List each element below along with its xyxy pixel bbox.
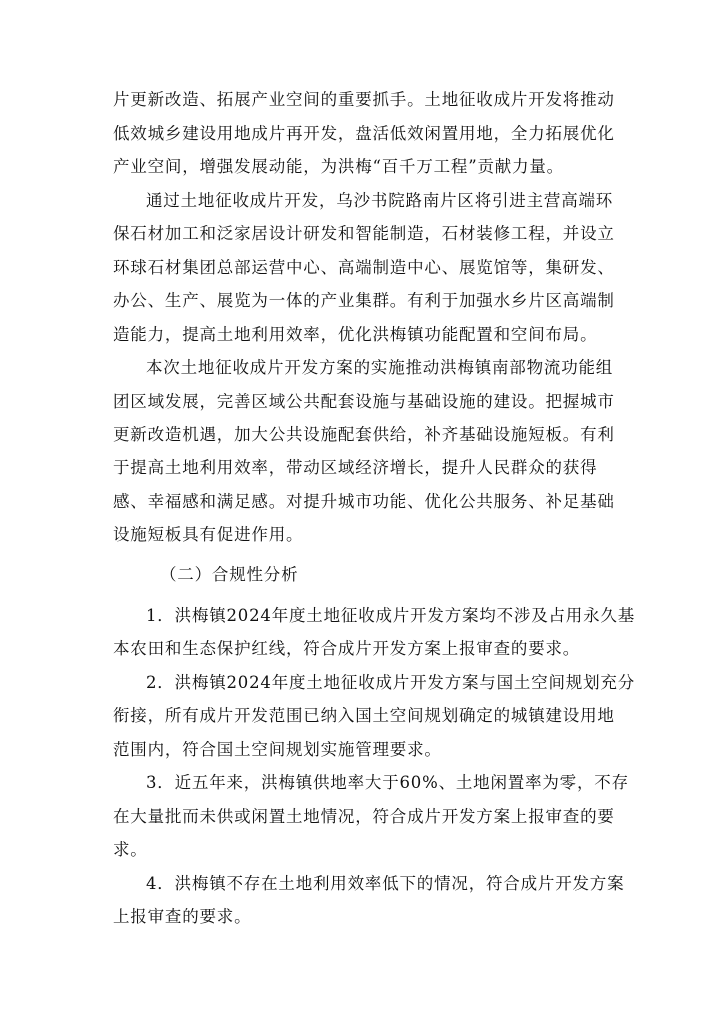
paragraph-line: 于提高土地利用效率，带动区域经济增长，提升人民群众的获得 (113, 458, 598, 477)
item-line: 2．洪梅镇2024年度土地征收成片开发方案与国土空间规划充分 (146, 673, 635, 692)
paragraph-line: 造能力，提高土地利用效率，优化洪梅镇功能配置和空间布局。 (113, 325, 598, 344)
item-line: 3．近五年来，洪梅镇供地率大于60%、土地闲置率为零，不存 (146, 773, 629, 792)
paragraph-line: 设施短板具有促进作用。 (113, 525, 304, 544)
item-line: 本农田和生态保护红线，符合成片开发方案上报审查的要求。 (113, 639, 581, 658)
section-heading: （二）合规性分析 (160, 565, 299, 584)
paragraph-line: 团区域发展，完善区域公共配套设施与基础设施的建设。把握城市 (113, 392, 615, 411)
paragraph-line: 片更新改造、拓展产业空间的重要抓手。土地征收成片开发将推动 (113, 90, 615, 109)
paragraph-line: 低效城乡建设用地成片再开发，盘活低效闲置用地，全力拓展优化 (113, 124, 615, 143)
paragraph-line: 环球石材集团总部运营中心、高端制造中心、展览馆等，集研发、 (113, 258, 615, 277)
item-line: 4．洪梅镇不存在土地利用效率低下的情况，符合成片开发方案 (146, 874, 625, 893)
paragraph-line: 本次土地征收成片开发方案的实施推动洪梅镇南部物流功能组 (146, 358, 614, 377)
item-line: 衔接，所有成片开发范围已纳入国土空间规划确定的城镇建设用地 (113, 706, 615, 725)
paragraph-line: 办公、生产、展览为一体的产业集群。有利于加强水乡片区高端制 (113, 291, 615, 310)
paragraph-line: 通过土地征收成片开发，乌沙书院路南片区将引进主营高端环 (146, 191, 614, 210)
item-line: 在大量批而未供或闲置土地情况，符合成片开发方案上报审查的要 (113, 807, 615, 826)
item-line: 1．洪梅镇2024年度土地征收成片开发方案均不涉及占用永久基 (146, 606, 635, 625)
paragraph-line: 感、幸福感和满足感。对提升城市功能、优化公共服务、补足基础 (113, 492, 615, 511)
paragraph-line: 保石材加工和泛家居设计研发和智能制造，石材装修工程，并设立 (113, 224, 615, 243)
paragraph-line: 产业空间，增强发展动能，为洪梅“百千万工程”贡献力量。 (113, 157, 564, 176)
item-line: 范围内，符合国土空间规划实施管理要求。 (113, 740, 442, 759)
paragraph-line: 更新改造机遇，加大公共设施配套供给，补齐基础设施短板。有利 (113, 425, 615, 444)
item-line: 上报审查的要求。 (113, 907, 252, 926)
item-line: 求。 (113, 840, 148, 859)
